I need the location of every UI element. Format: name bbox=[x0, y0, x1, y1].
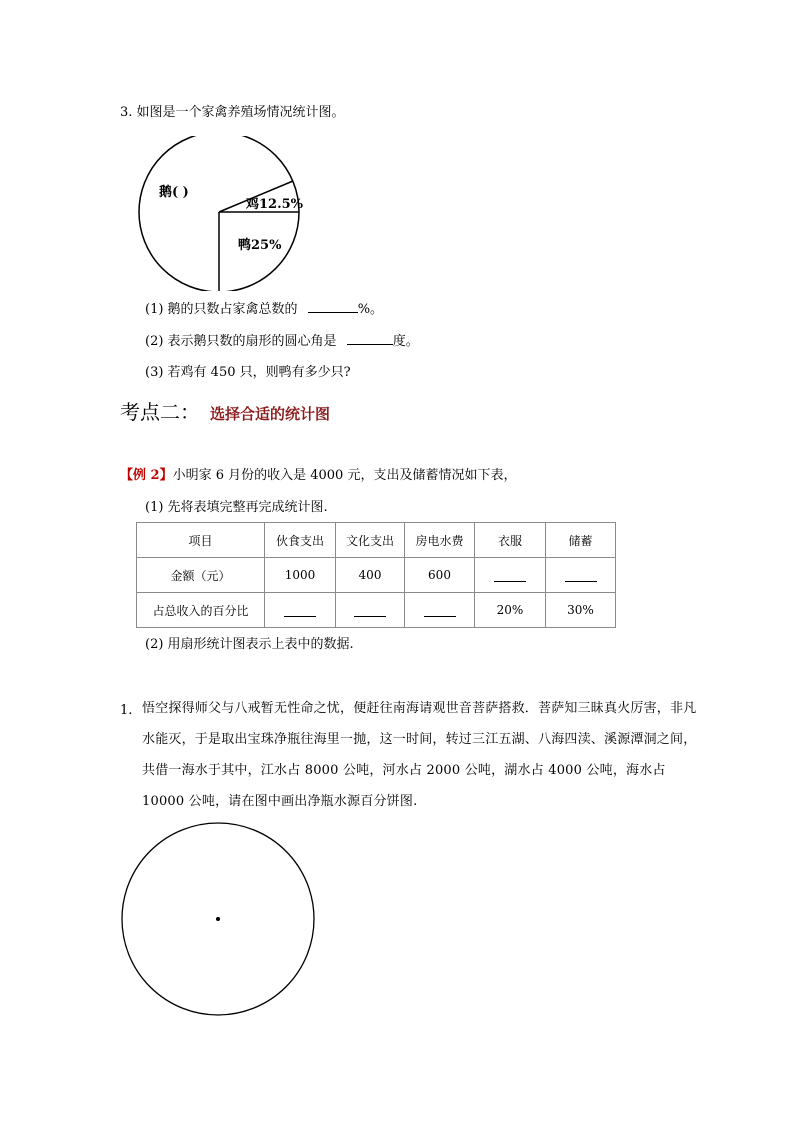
example-2-intro bbox=[120, 467, 516, 485]
problem-1-number: 1. bbox=[120, 703, 133, 718]
table-row-label: 占总收入的百分比 bbox=[137, 593, 265, 628]
table-cell-blank[interactable] bbox=[475, 558, 546, 593]
sub1-prefix: (1) 鹅的只数占家禽总数的 bbox=[145, 302, 298, 317]
answer-blank[interactable] bbox=[494, 571, 526, 582]
sub2-suffix: 度。 bbox=[392, 334, 419, 349]
answer-blank[interactable] bbox=[424, 606, 456, 617]
table-header-cell: 项目 bbox=[137, 523, 265, 558]
table-row-label: 金额（元） bbox=[137, 558, 265, 593]
table-header-cell: 储蓄 bbox=[546, 523, 616, 558]
example-2-sub2: (2) 用扇形统计图表示上表中的数据. bbox=[145, 637, 354, 652]
sub1-suffix: %。 bbox=[357, 302, 384, 317]
table-header-cell: 衣服 bbox=[475, 523, 546, 558]
table-cell-blank[interactable] bbox=[405, 593, 475, 628]
section-subtitle: 选择合适的统计图 bbox=[210, 405, 331, 423]
table-header-cell: 文化支出 bbox=[336, 523, 405, 558]
problem-1-text: 悟空探得师父与八戒暂无性命之忧，便赶往南海请观世音菩萨搭救．菩萨知三昧真火厉害，非凡水能灭，于是取出宝珠净瓶往海里一抛，这一时间，转过三江五湖、八海四渎、溪源潭洞之间，共借一海水于其中，江水占 8000 公吨，河水占 2000 公吨，湖水占 4000 公吨，海水占 10000 公吨，请在图中画出净瓶水源百分饼图. bbox=[142, 701, 697, 809]
question-3-title: 3. 如图是一个家禽养殖场情况统计图。 bbox=[120, 105, 345, 120]
table-header-row bbox=[137, 523, 616, 558]
section-heading bbox=[120, 396, 330, 425]
poultry-pie-chart bbox=[136, 136, 306, 291]
table-cell-blank[interactable] bbox=[546, 558, 616, 593]
table-header-cell: 伙食支出 bbox=[265, 523, 336, 558]
blank-pie-circle[interactable] bbox=[120, 822, 320, 1020]
circle-center-dot bbox=[216, 917, 220, 921]
table-cell: 1000 bbox=[265, 558, 336, 593]
answer-blank[interactable] bbox=[284, 606, 316, 617]
section-title: 考点二： bbox=[120, 400, 200, 424]
table-cell: 400 bbox=[336, 558, 405, 593]
example-2-sub1: (1) 先将表填完整再完成统计图. bbox=[145, 500, 328, 515]
expense-table bbox=[136, 522, 616, 628]
table-cell-blank[interactable] bbox=[265, 593, 336, 628]
pie-label-chicken: 鸡12.5% bbox=[246, 197, 304, 212]
pie-label-goose: 鹅( ) bbox=[159, 185, 189, 200]
table-header-cell: 房电水费 bbox=[405, 523, 475, 558]
answer-blank[interactable] bbox=[354, 606, 386, 617]
pie-label-duck: 鸭25% bbox=[238, 238, 282, 253]
answer-blank[interactable] bbox=[308, 300, 358, 313]
question-3-sub3: (3) 若鸡有 450 只，则鸭有多少只? bbox=[145, 365, 351, 380]
table-cell-blank[interactable] bbox=[336, 593, 405, 628]
table-row bbox=[137, 593, 616, 628]
question-3-sub1 bbox=[145, 300, 383, 319]
table-cell: 600 bbox=[405, 558, 475, 593]
sub2-prefix: (2) 表示鹅只数的扇形的圆心角是 bbox=[145, 334, 337, 349]
table-cell: 20% bbox=[475, 593, 546, 628]
question-3-sub2 bbox=[145, 332, 419, 351]
example-text: 小明家 6 月份的收入是 4000 元，支出及储蓄情况如下表， bbox=[172, 468, 517, 483]
table-cell: 30% bbox=[546, 593, 616, 628]
table-row bbox=[137, 558, 616, 593]
answer-blank[interactable] bbox=[347, 332, 393, 345]
answer-blank[interactable] bbox=[565, 571, 597, 582]
example-tag: 【例 2】 bbox=[120, 468, 173, 483]
